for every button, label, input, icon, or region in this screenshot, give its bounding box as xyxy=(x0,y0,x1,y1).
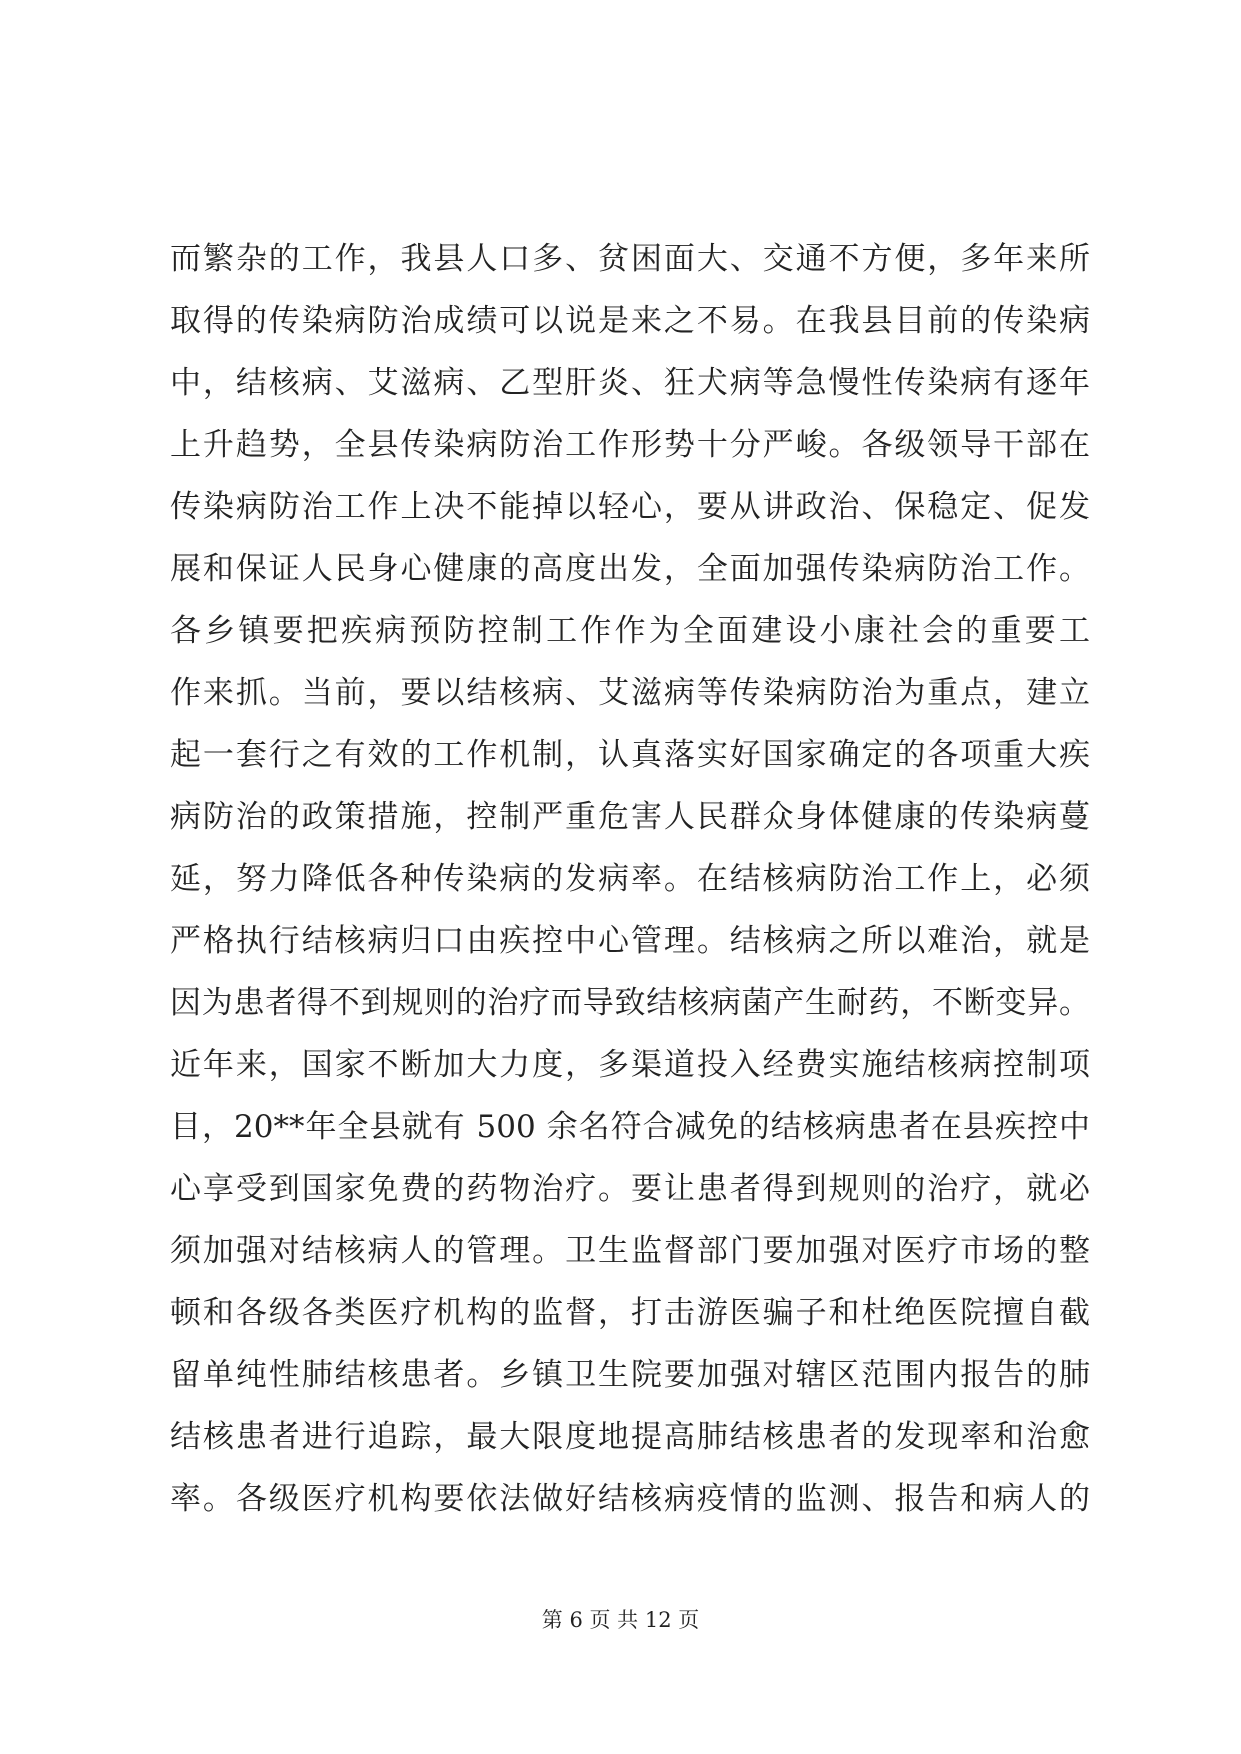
text-line: 中，结核病、艾滋病、乙型肝炎、狂犬病等急慢性传染病有逐年 xyxy=(170,365,1090,401)
text-line: 率。各级医疗机构要依法做好结核病疫情的监测、报告和病人的 xyxy=(170,1481,1090,1517)
text-line: 近年来，国家不断加大力度，多渠道投入经费实施结核病控制项 xyxy=(170,1047,1090,1083)
text-line: 严格执行结核病归口由疾控中心管理。结核病之所以难治，就是 xyxy=(170,923,1090,959)
text-line: 因为患者得不到规则的治疗而导致结核病菌产生耐药，不断变异。 xyxy=(170,985,1090,1021)
text-line: 而繁杂的工作，我县人口多、贫困面大、交通不方便，多年来所 xyxy=(170,241,1090,277)
text-line: 展和保证人民身心健康的高度出发，全面加强传染病防治工作。 xyxy=(170,551,1090,587)
text-line: 上升趋势，全县传染病防治工作形势十分严峻。各级领导干部在 xyxy=(170,427,1090,463)
text-line: 病防治的政策措施，控制严重危害人民群众身体健康的传染病蔓 xyxy=(170,799,1090,835)
text-line: 心享受到国家免费的药物治疗。要让患者得到规则的治疗，就必 xyxy=(170,1171,1090,1207)
text-line: 起一套行之有效的工作机制，认真落实好国家确定的各项重大疾 xyxy=(170,737,1090,773)
text-line: 留单纯性肺结核患者。乡镇卫生院要加强对辖区范围内报告的肺 xyxy=(170,1357,1090,1393)
text-line: 目，20**年全县就有 500 余名符合减免的结核病患者在县疾控中 xyxy=(170,1109,1090,1145)
text-line: 作来抓。当前，要以结核病、艾滋病等传染病防治为重点，建立 xyxy=(170,675,1090,711)
text-line: 须加强对结核病人的管理。卫生监督部门要加强对医疗市场的整 xyxy=(170,1233,1090,1269)
text-line: 取得的传染病防治成绩可以说是来之不易。在我县目前的传染病 xyxy=(170,303,1090,339)
text-line: 顿和各级各类医疗机构的监督，打击游医骗子和杜绝医院擅自截 xyxy=(170,1295,1090,1331)
body-text xyxy=(170,228,1090,1530)
text-line: 各乡镇要把疾病预防控制工作作为全面建设小康社会的重要工 xyxy=(170,613,1090,649)
text-line: 传染病防治工作上决不能掉以轻心，要从讲政治、保稳定、促发 xyxy=(170,489,1090,525)
text-line: 结核患者进行追踪，最大限度地提高肺结核患者的发现率和治愈 xyxy=(170,1419,1090,1455)
page-footer: 第 6 页 共 12 页 xyxy=(541,1608,700,1632)
text-line: 延，努力降低各种传染病的发病率。在结核病防治工作上，必须 xyxy=(170,861,1090,897)
